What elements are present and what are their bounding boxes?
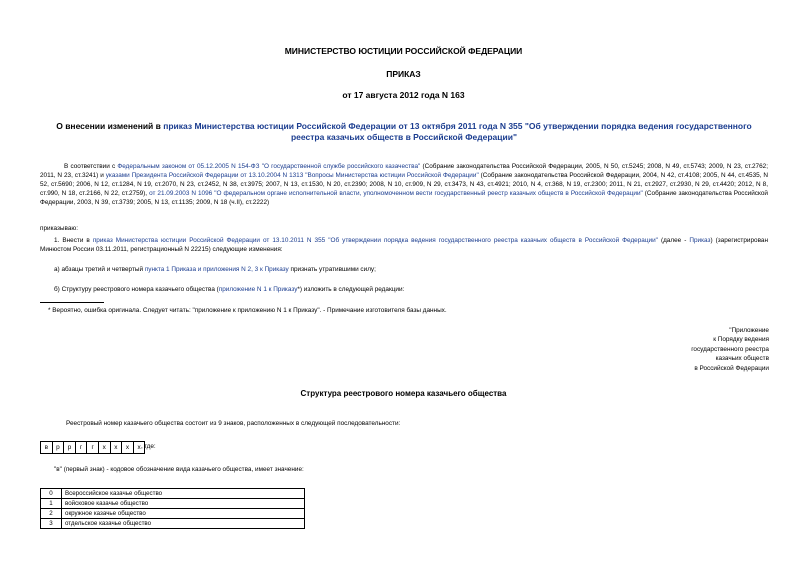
item-b-paragraph	[54, 285, 404, 294]
title-prefix: О внесении изменений в	[56, 121, 164, 131]
president-decree-link[interactable]: указами Президента Российской Федерации от 13.10.2004 N 1313 "Вопросы Министерства юстиции Российской Федерации"	[105, 172, 479, 179]
doc-type-heading: ПРИКАЗ	[386, 69, 421, 79]
structure-text: Реестровый номер казачьего общества состоит из 9 знаков, расположенных в следующей последовательности:	[66, 420, 401, 427]
footnote: * Вероятно, ошибка оригинала. Следует читать: "приложение к приложению N 1 к Приказу". - Примечание изготовителя базы данных.	[48, 307, 447, 314]
square-4: г	[76, 442, 88, 453]
name-cell: отдельское казачье общество	[62, 519, 305, 529]
document-title	[40, 121, 768, 143]
code-cell: 3	[41, 519, 62, 529]
item-a-text-2: признать утратившими силу;	[288, 266, 376, 273]
decree-1096-link[interactable]: от 21.09.2003 N 1096 "О федеральном органе исполнительной власти, уполномоченном вести государственный реестр казачьих обществ в Российской Федерации"	[149, 190, 643, 197]
appendix-line-4: казачьих обществ	[715, 355, 769, 363]
society-type-table	[40, 488, 305, 529]
item-a-link[interactable]: пункта 1 Приказа и приложения N 2, 3 к Приказу	[144, 266, 289, 273]
item-1-paragraph	[40, 236, 768, 254]
footnote-divider	[40, 302, 104, 303]
square-5: г	[87, 442, 99, 453]
preamble-paragraph	[40, 162, 768, 207]
name-cell: Всероссийское казачье общество	[62, 489, 305, 499]
item-1-text-1: 1. Внести в	[54, 237, 93, 244]
code-cell: 2	[41, 509, 62, 519]
item-a-paragraph	[54, 265, 376, 274]
appendix-line-5: в Российской Федерации	[694, 364, 769, 372]
item-b-link[interactable]: приложение N 1 к Приказу	[218, 286, 298, 293]
item-1-text-2: (далее -	[657, 237, 690, 244]
appendix-line-2: к Порядку ведения	[713, 336, 769, 344]
order-word: приказываю:	[40, 225, 78, 232]
appendix-line-3: государственного реестра	[691, 345, 769, 353]
square-2: р	[53, 442, 65, 453]
square-7: х	[111, 442, 123, 453]
item-b-text-2: *) изложить в следующей редакции:	[297, 286, 405, 293]
code-cell: 0	[41, 489, 62, 499]
ministry-heading: МИНИСТЕРСТВО ЮСТИЦИИ РОССИЙСКОЙ ФЕДЕРАЦИИ	[284, 46, 523, 56]
registry-number-squares	[40, 441, 145, 454]
order-short-link[interactable]: Приказ	[689, 237, 711, 244]
name-cell: войсковое казачье общество	[62, 499, 305, 509]
federal-law-link[interactable]: Федеральным законом от 05.12.2005 N 154-ФЗ "О государственной службе российского казачества"	[117, 163, 421, 170]
preamble-text-2: (Собрание законодательства Российской Федерации, 2005, N 50, ст.5245; 2008, N 49, ст.5743; 2009, N 23, ст.2762; 2011, N 23, ст.3241) и	[40, 163, 768, 179]
appendix-header	[691, 326, 769, 373]
preamble-text-4: (Собрание законодательства Российской Федерации, 2003, N 39, ст.3739; 2005, N 13, ст.1135; 2009, N 18 (ч.II), ст.2222)	[40, 190, 768, 206]
v-description: "в" (первый знак) - кодовое обозначение вида казачьего общества, имеет значение:	[54, 466, 304, 473]
code-cell: 1	[41, 499, 62, 509]
doc-date-number: от 17 августа 2012 года N 163	[342, 90, 465, 100]
table-row	[41, 489, 305, 499]
square-6: х	[99, 442, 111, 453]
item-b-text-1: б) Структуру реестрового номера казачьего общества (	[54, 286, 219, 293]
square-1: в	[41, 442, 53, 453]
preamble-text-3: (Собрание законодательства Российской Федерации, 2004, N 42, ст.4108; 2005, N 44, ст.4535, N 52, ст.5690; 2006, N 12, ст.1284, N 19, ст.2070, N 23, ст.2452, N 38, ст.3975; 2007, N 13, ст.1530, N 20, ст.2390; 2008, N 10, ст.909, N 29, ст.3473, N 43, ст.4921; 2010, N 4, ст.368, N 19, ст.2300; 2011, N 21, ст.2927, ст.2930, N 29, ст.4420; 2012, N 8, ст.990, N 18, ст.2166, N 22, ст.2759),	[40, 172, 768, 197]
square-9: х	[134, 442, 146, 453]
square-3: р	[64, 442, 76, 453]
name-cell: окружное казачье общество	[62, 509, 305, 519]
title-order-link[interactable]: приказ Министерства юстиции Российской Федерации от 13 октября 2011 года N 355 "Об утверждении порядка ведения государственного реестра казачьих обществ в Российской Федерации"	[163, 121, 752, 142]
order-355-link[interactable]: приказ Министерства юстиции Российской Федерации от 13.10.2011 N 355 "Об утверждении порядка ведения государственного реестра казачьих обществ в Российской Федерации"	[92, 237, 658, 244]
item-a-text-1: а) абзацы третий и четвертый	[54, 266, 145, 273]
where-text: , где:	[141, 443, 156, 450]
square-8: х	[122, 442, 134, 453]
appendix-line-1: "Приложение	[729, 327, 769, 334]
preamble-text-1: В соответствии с	[64, 163, 118, 170]
table-row	[41, 519, 305, 529]
table-row	[41, 509, 305, 519]
structure-title: Структура реестрового номера казачьего общества	[300, 389, 507, 398]
table-row	[41, 499, 305, 509]
item-1-text-3: ) (зарегистрирован Минюстом России 03.11.2011, регистрационный N 22215) следующие изменения:	[40, 237, 768, 253]
